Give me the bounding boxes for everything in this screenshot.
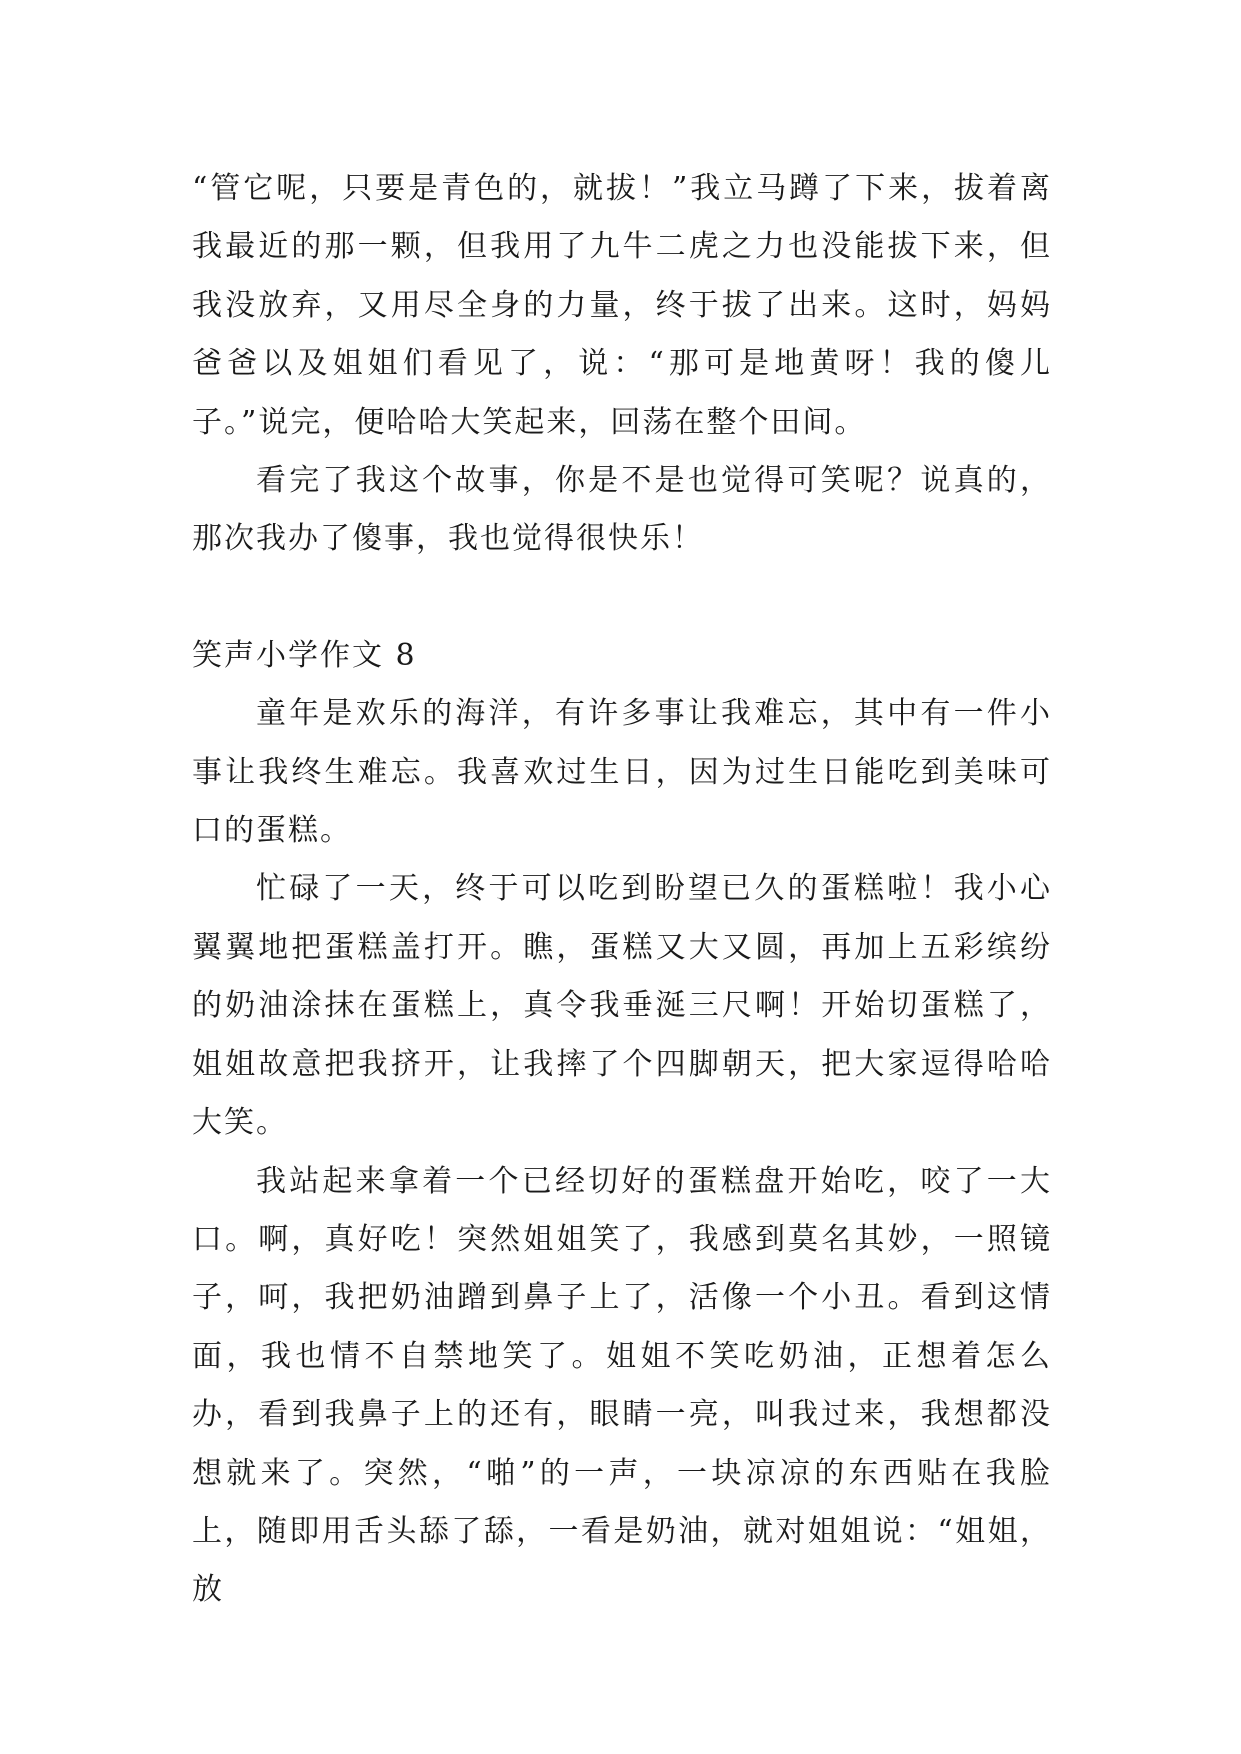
paragraph-childhood-intro: 童年是欢乐的海洋，有许多事让我难忘，其中有一件小事让我终生难忘。我喜欢过生日，因为过生日能吃到美味可口的蛋糕。 bbox=[192, 696, 1052, 849]
section-spacer bbox=[192, 569, 1052, 627]
paragraph-cream-on-nose: 我站起来拿着一个已经切好的蛋糕盘开始吃，咬了一大口。啊，真好吃！突然姐姐笑了，我感到莫名其妙，一照镜子，呵，我把奶油蹭到鼻子上了，活像一个小丑。看到这情面，我也情不自禁地笑了。姐姐不笑吃奶油，正想着怎么办，看到我鼻子上的还有，眼睛一亮，叫我过来，我想都没想就来了。突然，“啪”的一声，一块凉凉的东西贴在我脸上，随即用舌头舔了舔，一看是奶油，就对姐姐说：“姐姐，放 bbox=[192, 1163, 1052, 1608]
document-body bbox=[192, 160, 1052, 1620]
paragraph-cutting-cake: 忙碌了一天，终于可以吃到盼望已久的蛋糕啦！我小心翼翼地把蛋糕盖打开。瞧，蛋糕又大又圆，再加上五彩缤纷的奶油涂抹在蛋糕上，真令我垂涎三尺啊！开始切蛋糕了，姐姐故意把我挤开，让我摔了个四脚朝天，把大家逗得哈哈大笑。 bbox=[192, 871, 1052, 1141]
essay-heading: 笑声小学作文 8 bbox=[192, 637, 417, 673]
paragraph-story-conclusion: 看完了我这个故事，你是不是也觉得可笑呢？说真的，那次我办了傻事，我也觉得很快乐！ bbox=[192, 463, 1052, 557]
paragraph-pulling-rehmannia: “管它呢，只要是青色的，就拔！”我立马蹲了下来，拔着离我最近的那一颗，但我用了九牛二虎之力也没能拔下来，但我没放弃，又用尽全身的力量，终于拔了出来。这时，妈妈爸爸以及姐姐们看见了，说：“那可是地黄呀！我的傻儿子。”说完，便哈哈大笑起来，回荡在整个田间。 bbox=[192, 171, 1052, 440]
